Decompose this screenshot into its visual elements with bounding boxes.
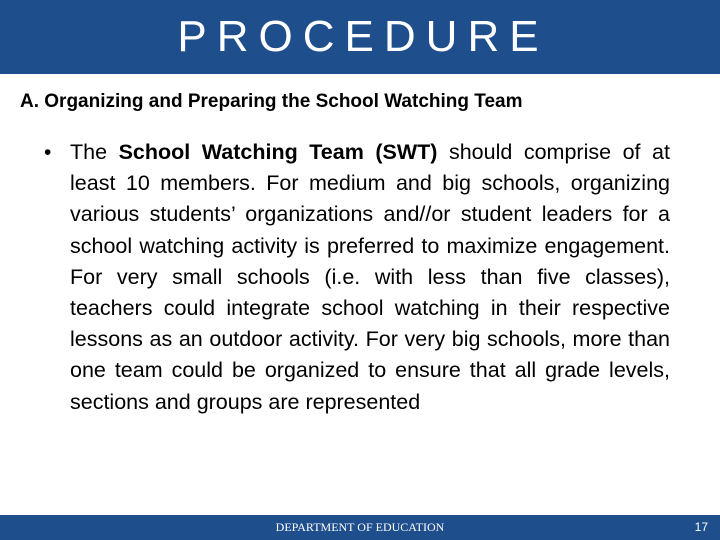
section-heading: A. Organizing and Preparing the School Watching Team	[20, 91, 523, 112]
bullet-item	[44, 137, 670, 418]
bullet-marker: •	[44, 141, 52, 164]
page-number: 17	[694, 520, 708, 534]
footer-bar	[0, 515, 720, 540]
bullet-text	[70, 137, 670, 418]
title-bar	[0, 0, 720, 74]
footer-department: DEPARTMENT OF EDUCATION	[275, 520, 445, 534]
bullet-body: should comprise of at least 10 members. For medium and big schools, organizing various students’ organizations and//or student leaders for a school watching activity is preferred to maximize engagement. For very small schools (i.e. with less than five classes), teachers could integrate school watching in their respective lessons as an outdoor activity. For very big schools, more than one team could be organized to ensure that all grade levels, sections and groups are represented	[70, 140, 670, 414]
slide-title: PROCEDURE	[177, 12, 549, 61]
bullet-lead: The	[70, 140, 119, 164]
bullet-bold-term: School Watching Team (SWT)	[118, 140, 438, 164]
